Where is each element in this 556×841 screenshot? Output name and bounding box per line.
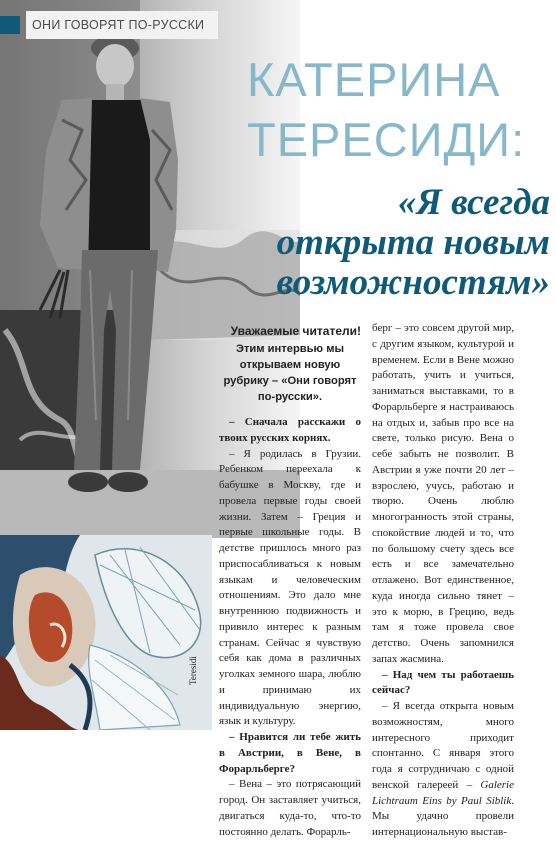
rubric-label: ОНИ ГОВОРЯТ ПО-РУССКИ	[26, 11, 218, 39]
rubric-accent-bar	[0, 16, 20, 34]
answer-3	[372, 699, 514, 841]
question-3: – Над чем ты работаешь сейчас?	[372, 668, 514, 697]
intro-text: Этим интервью мы открываем новую рубрику – «Они говорят по-русски».	[223, 343, 357, 403]
question-1: – Сначала расскажи о твоих русских корнях.	[219, 416, 361, 444]
answer-1: – Я родилась в Грузии. Ребенком переехала к бабушке в Москву, где и провела первые годы своей жизни. Затем – Греция и первые школьные годы. В детстве пришлось много раз приспосабливаться к новым языкам и человеческим отношениям. Это дало мне внутреннюю подвижность и привило интерес к разным странам. Сейчас я чувствую себя как дома в различных уголках земного шара, люблю и принимаю их индивидуальную энергию, язык и культуру.	[219, 447, 361, 728]
headline-name	[247, 50, 552, 170]
question-2: – Нравится ли тебе жить в Австрии, в Вене, в Форарльберге?	[219, 731, 361, 775]
headline-line-2: ТЕРЕСИДИ:	[247, 113, 526, 166]
quote-line-1: «Я всегда	[397, 182, 550, 223]
quote-line-2: открыта новым	[276, 222, 550, 263]
answer-2-continued: берг – это совсем другой мир, с другим языком, культурой и временем. Если в Вене можно работать, учить и учиться, заниматься выставками, то в Форарльберге я настраиваюсь на отдых и, забыв про все на свете, только рисую. Вена о себе забыть не позволит. В Австрии я уже почти 20 лет – взрослею, учусь, работаю и творю. Очень люблю многогранность этой страны, спокойствие людей и то, что по большому счету здесь все есть и все замечательно отлажено. Вот единственное, куда иногда сильно тянет – это к морю, в Грецию, ведь там я тоже провела свое детство. Очень запомнился запах жасмина.	[372, 322, 514, 665]
intro-greeting: Уважаемые читатели!	[230, 324, 361, 338]
gallery-name: Galerie Lichtraum Eins by Paul Siblik	[372, 778, 514, 807]
article-column-2	[372, 321, 514, 841]
answer-2: – Вена – это потрясающий город. Он заставляет учиться, двигаться куда-то, что-то постоянно делать. Форарль-	[219, 778, 361, 838]
answer-3-start: – Я всегда открыта новым возможностям, много интересного приходит спонтанно. С января этого года я сотрудничаю с одной венской галереей –	[372, 700, 514, 791]
quote-line-3: возможностям»	[276, 262, 550, 303]
headline-quote	[224, 183, 550, 303]
headline-line-1: КАТЕРИНА	[247, 53, 501, 106]
intro-block	[219, 323, 361, 405]
painting-signature: Teresidi	[188, 656, 198, 685]
painting-image	[0, 535, 212, 730]
answer-3-end: . Мы удачно провели интернациональную выстав-	[372, 794, 514, 838]
article-column-1	[219, 323, 361, 840]
